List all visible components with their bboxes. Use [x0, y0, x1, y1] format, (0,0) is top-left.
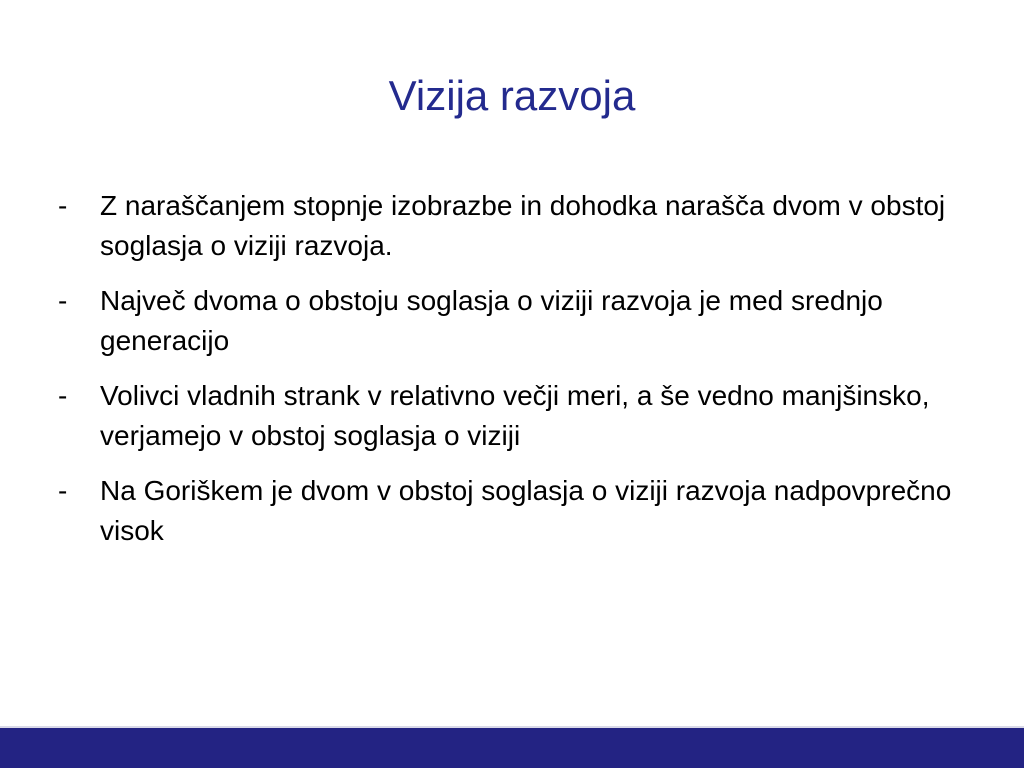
bullet-item: [58, 376, 958, 456]
bullet-item: [58, 471, 958, 551]
bullet-list: [58, 186, 958, 566]
bullet-item: [58, 281, 958, 361]
bullet-item: [58, 186, 958, 266]
bullet-dash-icon: -: [58, 190, 68, 221]
bullet-text: Z naraščanjem stopnje izobrazbe in dohodka narašča dvom v obstoj soglasja o viziji razvoja.: [100, 190, 946, 261]
bullet-text: Največ dvoma o obstoju soglasja o viziji razvoja je med srednjo generacijo: [100, 285, 883, 356]
bullet-text: Na Goriškem je dvom v obstoj soglasja o viziji razvoja nadpovprečno visok: [100, 475, 952, 546]
footer-bar: [0, 728, 1024, 768]
bullet-text: Volivci vladnih strank v relativno večji meri, a še vedno manjšinsko, verjamejo v obstoj soglasja o viziji: [100, 380, 930, 451]
bullet-dash-icon: -: [58, 380, 68, 411]
slide-title: Vizija razvoja: [388, 72, 636, 119]
bullet-dash-icon: -: [58, 475, 68, 506]
bullet-dash-icon: -: [58, 285, 68, 316]
